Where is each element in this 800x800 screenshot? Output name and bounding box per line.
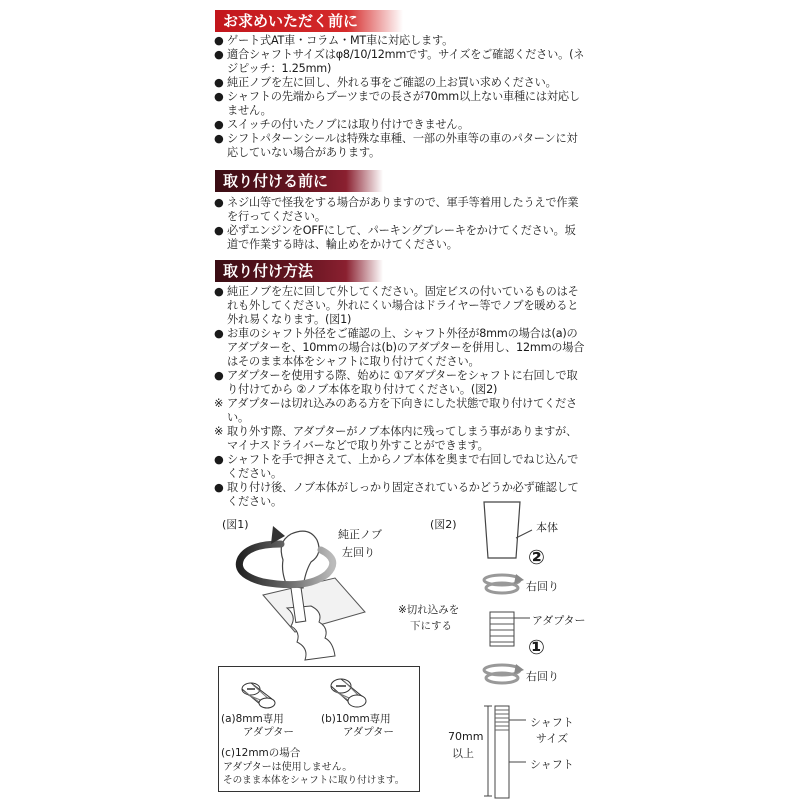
fig1-label: (図1) — [222, 518, 249, 531]
list-item: ● スイッチの付いたノブには取り付けできません。 — [214, 118, 469, 131]
section-header-install-method: 取り付け方法 — [215, 260, 383, 282]
step-1-marker: ① — [528, 635, 545, 659]
fig2-notch-note-line1: ※切れ込みを — [398, 604, 460, 616]
adapter-b-line2: アダプター — [343, 726, 395, 738]
list-item: ● ゲート式AT車・コラム・MT車に対応します。 — [214, 34, 454, 47]
fig2-right-turn-lower: 右回り — [526, 670, 559, 683]
fig2-adapter-label: アダプター — [532, 614, 586, 627]
list-item: ※ 取り外す際、アダプターがノブ本体内に残ってしまう事がありますが、マイナスドライバーなどで取り外すことができます。 — [214, 425, 578, 452]
list-item: ● ネジ山等で怪我をする場合がありますので、軍手等着用したうえで作業を行ってください。 — [214, 196, 579, 223]
section-list-before-purchase — [214, 34, 586, 160]
step-2-marker: ② — [528, 545, 545, 569]
rotation-arrow-icon — [484, 664, 524, 683]
list-item: ● 適合シャフトサイズはφ8/10/12mmです。サイズをご確認ください。(ネジピッチ：1.25mm) — [214, 48, 585, 75]
section-header-before-purchase: お求めいただく前に — [215, 10, 403, 32]
adapter-b-line1: (b)10mm専用 — [321, 713, 391, 725]
list-item: ● 取り付け後、ノブ本体がしっかり固定されているかどうか必ず確認してください。 — [214, 481, 579, 508]
adapter-c-line1: (c)12mmの場合 — [221, 747, 301, 759]
list-item: ● シフトパターンシールは特殊な車種、一部の外車等の車のパターンに対応していない場合があります。 — [214, 132, 578, 159]
list-item: ● 純正ノブを左に回し、外れる事をご確認の上お買い求めください。 — [214, 76, 557, 89]
fig2-body-label: 本体 — [536, 521, 558, 534]
adapter-a-line2: アダプター — [243, 726, 295, 738]
fig1-note-original-knob: 純正ノブ — [338, 528, 382, 541]
section-list-install-method — [214, 285, 586, 509]
fig2-shaft-size-line1: シャフト — [530, 716, 574, 729]
rotation-arrow-icon — [484, 574, 524, 593]
fig2-shaft-size-line2: サイズ — [536, 732, 569, 745]
fig2-right-turn-upper: 右回り — [526, 580, 559, 593]
fig1-note-turn-left: 左回り — [342, 546, 375, 559]
fig2-label: (図2) — [430, 518, 457, 531]
adapter-box — [218, 666, 420, 792]
adapter-c-line3: そのまま本体をシャフトに取り付けます。 — [223, 775, 405, 786]
list-item: ● アダプターを使用する際、始めに ①アダプターをシャフトに右回しで取り付けてから ②ノブ本体を取り付けてください。(図2) — [214, 369, 578, 396]
list-item: ● 純正ノブを左に回して外してください。固定ビスの付いているものはそれも外してください。外れにくい場合はドライヤー等でノブを暖めると外れ易くなります。(図1) — [214, 285, 579, 326]
fig2-notch-note-line2: 下にする — [410, 620, 452, 632]
fig2-length-min: 以上 — [452, 747, 474, 760]
fig2-length-value: 70mm — [448, 730, 484, 743]
list-item: ● シャフトを手で押さえて、上からノブ本体を奥まで右回しでねじ込んでください。 — [214, 453, 579, 480]
adapter-a-line1: (a)8mm専用 — [221, 713, 284, 725]
list-item: ※ アダプターは切れ込みのある方を下向きにした状態で取り付けてください。 — [214, 397, 578, 424]
list-item: ● お車のシャフト外径をご確認の上、シャフト外径が8mmの場合は(a)のアダプターを、10mmの場合は(b)のアダプターを併用し、12mmの場合はそのまま本体をシャフトに取り付けてください。 — [214, 327, 585, 368]
section-header-before-install: 取り付ける前に — [215, 170, 383, 192]
adapter-a-icon — [239, 679, 279, 711]
list-item: ● 必ずエンジンをOFFにして、パーキングブレーキをかけてください。坂道で作業する時は、輪止めをかけてください。 — [214, 224, 576, 251]
section-list-before-install — [214, 196, 586, 252]
adapter-b-icon — [327, 675, 371, 711]
list-item: ● シャフトの先端からブーツまでの長さが70mm以上ない車種には対応しません。 — [214, 90, 580, 117]
fig2-shaft-label: シャフト — [530, 758, 574, 771]
fig1-knob-illustration — [225, 520, 400, 665]
adapter-c-line2: アダプターは使用しません。 — [223, 762, 353, 773]
